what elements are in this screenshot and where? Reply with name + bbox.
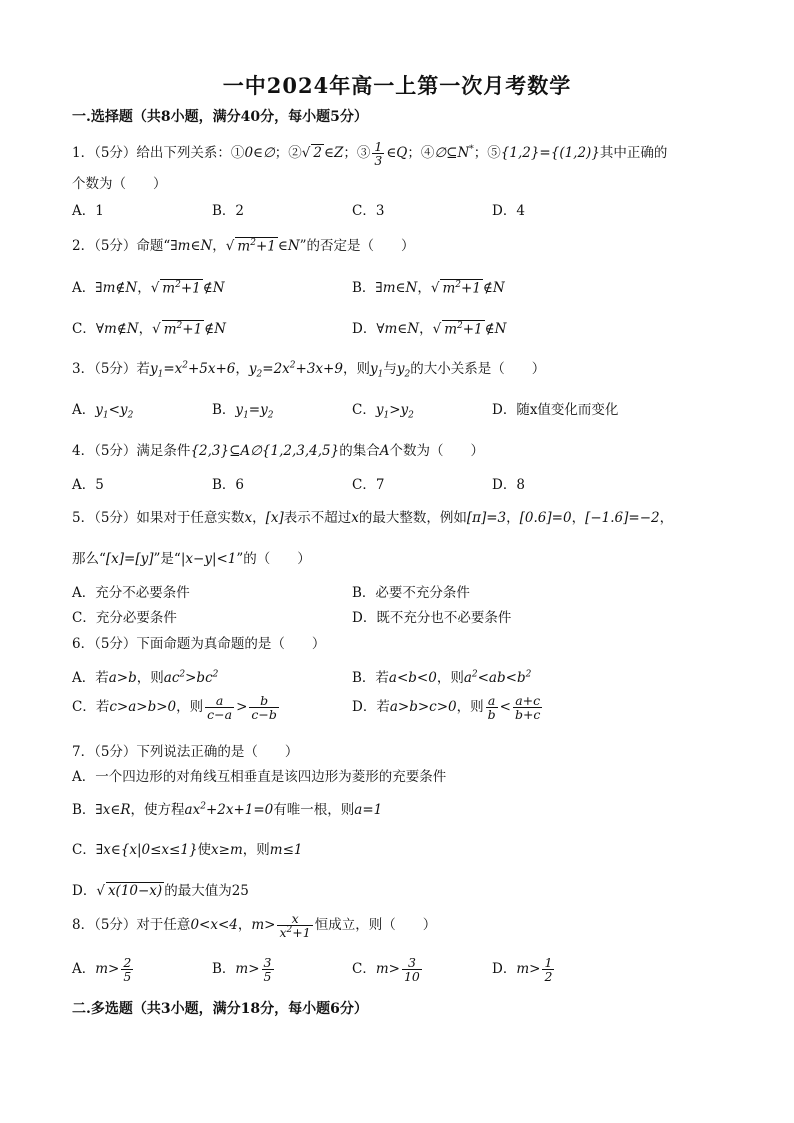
q2-option-b[interactable]: B．∃m∈N，√ $m^2+1$ ∉N [352,279,505,296]
question-1-stem-cont: 个数为（ ） [72,176,167,192]
q4-option-c[interactable]: C．7 [352,477,385,493]
q1-option-a[interactable]: A．1 [72,203,104,219]
q5-option-d[interactable]: D．既不充分也不必要条件 [352,610,512,626]
question-1-stem: 1．（5分）给出下列关系：①0∈∅；②√ 2 ∈Z；③ $\frac{1}{3}$ ∈Q；④∅⊆N*；⑤{1,2}={(1,2)}其中正确的 [72,139,668,169]
question-8-stem: 8．（5分）对于任意0<x<4，m> $\frac{x}{x^2+1}$ 恒成立，则（ ） [72,911,437,941]
q7-option-b[interactable]: B．∃x∈R，使方程$ax^2+2x+1=0$有唯一根，则a=1 [72,801,383,818]
question-3-stem: 3．（5分）若$y_1=x^2+5x+6$，$y_2=2x^2+3x+9$，则$y_1$与$y_2$的大小关系是（ ） [72,360,546,380]
q6-option-a[interactable]: A．若a>b，则$ac^2>bc^2$ [72,669,219,686]
q4-option-b[interactable]: B．6 [212,477,245,493]
q8-option-d[interactable]: D．m> $\frac{1}{2}$ [492,955,553,985]
question-7-stem: 7．（5分）下列说法正确的是（ ） [72,744,299,760]
q8-option-b[interactable]: B．m> $\frac{3}{5}$ [212,955,272,985]
q3-option-d[interactable]: D．随x值变化而变化 [492,402,619,418]
q3-option-a[interactable]: A．$y_1<y_2$ [72,402,134,421]
question-5-stem: 5．（5分）如果对于任意实数x，[x]表示不超过x的最大整数，例如[π]=3，[0.6]=0，[−1.6]=−2， [72,510,674,526]
question-6-stem: 6．（5分）下面命题为真命题的是（ ） [72,636,326,652]
q7-option-c[interactable]: C．∃x∈{x|0≤x≤1}使x≥m，则m≤1 [72,842,303,858]
q2-option-c[interactable]: C．∀m∉N，√ $m^2+1$ ∉N [72,320,226,337]
q7-option-a[interactable]: A．一个四边形的对角线互相垂直是该四边形为菱形的充要条件 [72,769,447,785]
q4-option-d[interactable]: D．8 [492,477,525,493]
q6-option-b[interactable]: B．若a<b<0，则$a^2<ab<b^2$ [352,669,532,686]
q1-option-d[interactable]: D．4 [492,203,525,219]
q3-option-c[interactable]: C．$y_1>y_2$ [352,402,414,421]
question-2-stem: 2．（5分）命题“∃m∈N，√ $m^2+1$ ∈N”的否定是（ ） [72,237,415,254]
q1-option-b[interactable]: B．2 [212,203,245,219]
q2-option-d[interactable]: D．∀m∈N，√ $m^2+1$ ∉N [352,320,507,337]
q4-option-a[interactable]: A．5 [72,477,104,493]
q3-option-b[interactable]: B．$y_1=y_2$ [212,402,274,421]
q5-option-a[interactable]: A．充分不必要条件 [72,585,190,601]
q2-option-a[interactable]: A．∃m∉N，√ $m^2+1$ ∉N [72,279,225,296]
section-heading-multi: 二.多选题（共3小题，满分18分，每小题6分） [72,1001,368,1017]
q6-option-d[interactable]: D．若a>b>c>0，则 $\frac{a}{b}$ < $\frac{a+c}{b+c}$ [352,693,541,723]
question-5-stem-cont: 那么“[x]=[y]”是“|x−y|<1”的（ ） [72,551,311,567]
question-4-stem: 4．（5分）满足条件{2,3}⊆A∅{1,2,3,4,5}的集合A个数为（ ） [72,443,484,459]
q7-option-d[interactable]: D．√ x(10−x) 的最大值为25 [72,883,249,899]
q1-option-c[interactable]: C．3 [352,203,385,219]
section-heading-choice: 一.选择题（共8小题，满分40分，每小题5分） [72,109,368,125]
q8-option-c[interactable]: C．m> $\frac{3}{10}$ [352,955,420,985]
page-title: 一中2024年高一上第一次月考数学 [222,73,572,98]
q5-option-c[interactable]: C．充分必要条件 [72,610,177,626]
q6-option-c[interactable]: C．若c>a>b>0，则 $\frac{a}{c-a}$ > $\frac{b}{c-b}$ [72,693,277,723]
q5-option-b[interactable]: B．必要不充分条件 [352,585,470,601]
q8-option-a[interactable]: A．m> $\frac{2}{5}$ [72,955,132,985]
